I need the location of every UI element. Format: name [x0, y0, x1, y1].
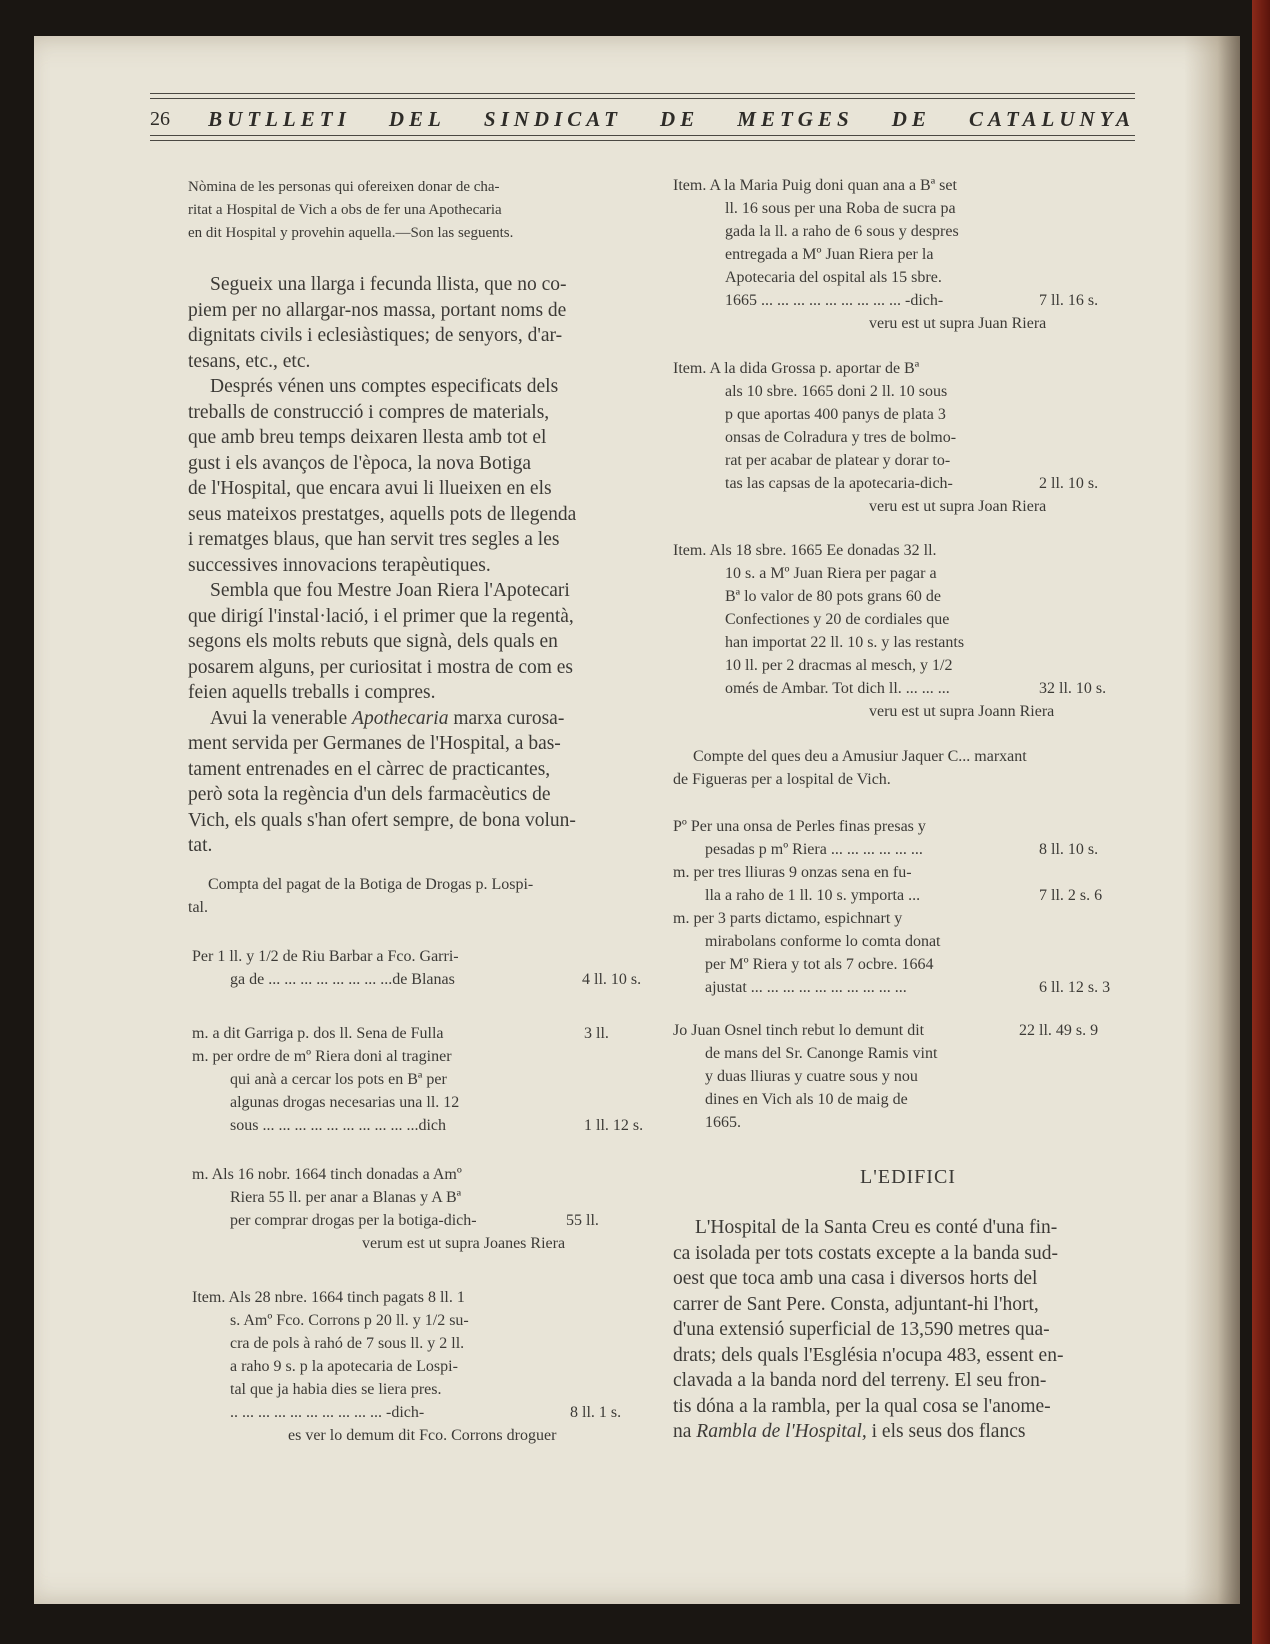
entry-line: qui anà a cercar los pots en Bª per	[230, 1071, 447, 1088]
signature-line: es ver lo demum dit Fco. Corrons droguer	[288, 1427, 557, 1444]
edifici-paragraph	[673, 1215, 1143, 1445]
text-line: piem per no allargar-nos massa, portant noms de	[188, 299, 567, 321]
text-line: Sembla que fou Mestre Joan Riera l'Apotecari	[210, 580, 570, 601]
text-line: tat.	[188, 835, 213, 856]
entry-line: als 10 sbre. 1665 doni 2 ll. 10 sous	[725, 383, 948, 400]
binding-strip	[1252, 0, 1270, 1644]
entry-line: 10 s. a Mº Juan Riera per pagar a	[725, 565, 937, 582]
signature-line: veru est ut supra Juan Riera	[869, 315, 1047, 332]
text-span: Avui la venerable	[210, 707, 353, 729]
entry-line: s. Amº Fco. Corrons p 20 ll. y 1/2 su-	[230, 1312, 469, 1329]
entry-line: de mans del Sr. Canonge Ramis vint	[705, 1045, 938, 1062]
entry-line: a raho 9 s. p la apotecaria de Lospi-	[230, 1358, 458, 1375]
entry-line: mirabolans conforme lo comta donat	[705, 933, 941, 950]
header-word: BUTLLETI	[208, 106, 351, 131]
entry-line: m. Als 16 nobr. 1664 tinch donadas a Amº	[192, 1166, 462, 1183]
header-word: METGES	[737, 106, 854, 131]
ledger-entry	[192, 1045, 652, 1137]
ledger-entry	[192, 945, 652, 991]
entry-line: m. per 3 parts dictamo, espichnart y	[673, 910, 903, 927]
entry-line: algunas drogas necesarias una ll. 12	[230, 1094, 460, 1111]
entry-line: rat per acabar de platear y dorar to-	[725, 452, 951, 469]
ledger-entry	[192, 1163, 652, 1255]
text-span: i els seus dos flancs	[866, 1421, 1026, 1442]
entry-line: per Mº Riera y tot als 7 ocbre. 1664	[705, 956, 934, 973]
text-line: tesans, etc., etc.	[188, 350, 311, 372]
entry-line: tal que ja habia dies se liera pres.	[230, 1381, 442, 1398]
text-line: de l'Hospital, que encara avui li llueixen en els	[188, 478, 552, 499]
text-line: ritat a Hospital de Vich a obs de fer una Apothecaria	[188, 202, 502, 218]
running-header	[150, 63, 1135, 133]
entry-line: m. per ordre de mº Riera doni al traginer	[192, 1048, 452, 1065]
entry-line: Item. A la Maria Puig doni quan ana a Bª set	[673, 177, 957, 194]
text-line: de Figueras per a lospital de Vich.	[673, 771, 891, 788]
header-rule-bottom-2	[150, 140, 1135, 141]
text-line	[188, 706, 646, 732]
ledger-entry	[673, 174, 1143, 335]
entry-line: lla a raho de 1 ll. 10 s. ymporta ...	[705, 887, 921, 904]
ledger-entry	[673, 815, 1143, 861]
entry-line: .. ... ... ... ... ... ... ... ... ... -dich-	[230, 1404, 425, 1421]
entry-line: omés de Ambar. Tot dich ll. ... ... ...	[725, 680, 950, 697]
text-line: oest que toca amb una casa i diversos horts del	[673, 1268, 1038, 1289]
entry-line: Pº Per una onsa de Perles finas presas y	[673, 818, 926, 835]
header-word: CATALUNYA	[969, 106, 1135, 131]
ledger-entry	[673, 357, 1143, 518]
ledger-entry	[192, 1286, 652, 1447]
header-word: DEL	[388, 106, 446, 131]
entry-line: 10 ll. per 2 dracmas al mesch, y 1/2	[725, 657, 953, 674]
entry-line: Per 1 ll. y 1/2 de Riu Barbar a Fco. Garri-	[192, 948, 459, 965]
text-span: na	[673, 1421, 697, 1442]
entry-amount: 22 ll. 49 s. 9	[1019, 1022, 1099, 1039]
entry-amount: 6 ll. 12 s. 3	[1039, 979, 1111, 996]
text-line: però sota la regència d'un dels farmacèutics de	[188, 784, 551, 805]
text-span: marxa curosa-	[448, 707, 565, 729]
entry-line: ll. 16 sous per una Roba de sucra pa	[725, 200, 956, 217]
text-line: que dirigí l'instal·lació, i el primer que la regentà,	[188, 605, 574, 627]
entry-line: onsas de Colradura y tres de bolmo-	[725, 429, 957, 446]
signature-line: verum est ut supra Joanes Riera	[362, 1235, 566, 1252]
entry-amount: 7 ll. 16 s.	[1039, 292, 1099, 309]
ledger-entry	[673, 907, 1143, 999]
signature-line: veru est ut supra Joan Riera	[869, 498, 1047, 515]
entry-amount: 55 ll.	[566, 1212, 599, 1229]
text-line: i rematges blaus, que han servit tres segles a les	[188, 529, 560, 550]
text-line: en dit Hospital y provehin aquella.—Son las seguents.	[188, 225, 514, 241]
text-line: tal.	[188, 899, 208, 916]
entry-amount: 1 ll. 12 s.	[584, 1117, 644, 1134]
text-line: gust i els avanços de l'època, la nova Botiga	[188, 452, 532, 474]
entry-line: per comprar drogas per la botiga-dich-	[230, 1212, 477, 1229]
text-line: Després vénen uns comptes especificats dels	[210, 376, 559, 397]
entry-line: Bª lo valor de 80 pots grans 60 de	[725, 588, 941, 605]
entry-amount: 8 ll. 10 s.	[1039, 841, 1099, 858]
text-line: Segueix una llarga i fecunda llista, que no co-	[210, 274, 567, 295]
header-title	[150, 105, 1135, 133]
text-line: drats; dels quals l'Església n'ocupa 483, essent en-	[673, 1344, 1064, 1366]
header-rule-bottom	[150, 135, 1135, 136]
text-line	[673, 1419, 1143, 1445]
entry-line: gada la ll. a raho de 6 sous y despres	[725, 223, 959, 240]
nomina-paragraph	[188, 176, 646, 245]
text-line: successives innovacions terapèutiques.	[188, 554, 491, 576]
text-line: que amb breu temps deixaren llesta amb tot el	[188, 427, 547, 448]
text-line: dignitats civils i eclesiàstiques; de senyors, d'ar-	[188, 325, 563, 346]
entry-line: Confectiones y 20 de cordiales que	[725, 611, 950, 628]
entry-line: m. per tres lliuras 9 onzas sena en fu-	[673, 864, 912, 881]
entry-line: 1665.	[705, 1114, 741, 1131]
entry-line: ajustat ... ... ... ... ... ... ... ... ... ...	[705, 979, 907, 996]
entry-amount: 32 ll. 10 s.	[1039, 680, 1107, 697]
text-line: seus mateixos prestatges, aquells pots de llegenda	[188, 503, 577, 525]
text-line: tis dóna a la rambla, per la qual cosa se l'anome-	[673, 1395, 1051, 1417]
text-line: ment servida per Germanes de l'Hospital, a bas-	[188, 733, 561, 754]
entry-line: Riera 55 ll. per anar a Blanas y A Bª	[230, 1189, 462, 1206]
entry-line: ga de ... ... ... ... ... ... ... ...de Blanas	[230, 971, 455, 988]
entry-line: pesadas p mº Riera ... ... ... ... ... ...	[705, 841, 923, 858]
header-word: DE	[891, 106, 931, 131]
italic-term: Apothecaria	[352, 707, 449, 729]
receipt-entry	[673, 1019, 1143, 1134]
text-line: Compta del pagat de la Botiga de Drogas p. Lospi-	[208, 876, 534, 893]
entry-line: sous ... ... ... ... ... ... ... ... ... ...dich	[230, 1117, 446, 1134]
entry-line: y duas lliuras y cuatre sous y nou	[705, 1068, 918, 1085]
entry-line: Item. Als 28 nbre. 1664 tinch pagats 8 ll. 1	[192, 1289, 465, 1306]
entry-line: Item. Als 18 sbre. 1665 Ee donadas 32 ll.	[673, 542, 937, 559]
entry-line: Item. A la dida Grossa p. aportar de Bª	[673, 360, 920, 377]
text-line: segons els molts rebuts que signà, dels quals en	[188, 631, 558, 652]
text-line: Compte del ques deu a Amusiur Jaquer C... marxant	[693, 748, 1027, 765]
ledger-entry	[192, 1022, 652, 1045]
text-line: d'una extensió superficial de 13,590 metres qua-	[673, 1319, 1050, 1340]
italic-term: Rambla de l'Hospital,	[696, 1421, 867, 1442]
header-word: DE	[660, 106, 700, 131]
header-rule-top-2	[150, 98, 1135, 99]
header-word: SINDICAT	[483, 106, 622, 131]
text-line: L'Hospital de la Santa Creu es conté d'una fin-	[695, 1217, 1058, 1238]
entry-line: cra de pols à rahó de 7 sous ll. y 2 ll.	[230, 1335, 465, 1352]
entry-line: entregada a Mº Juan Riera per la	[725, 246, 934, 263]
entry-line: han importat 22 ll. 10 s. y las restants	[725, 634, 965, 651]
text-line: Nòmina de les personas qui ofereixen donar de cha-	[188, 179, 500, 195]
page-spine-shadow	[1184, 36, 1240, 1604]
page-number: 26	[150, 107, 170, 130]
header-rule-top	[150, 93, 1135, 94]
entry-line: Jo Juan Osnel tinch rebut lo demunt dit	[673, 1022, 925, 1039]
compte-heading	[673, 745, 1143, 791]
ledger-entry	[673, 861, 1143, 907]
text-line: ca isolada per tots costats excepte a la banda sud-	[673, 1242, 1058, 1264]
signature-line: veru est ut supra Joann Riera	[869, 703, 1055, 720]
entry-line: Apotecaria del ospital als 15 sbre.	[725, 269, 942, 286]
entry-amount: 2 ll. 10 s.	[1039, 475, 1099, 492]
entry-amount: 3 ll.	[584, 1025, 609, 1042]
text-line: carrer de Sant Pere. Consta, adjuntant-hi l'hort,	[673, 1293, 1039, 1315]
entry-line: m. a dit Garriga p. dos ll. Sena de Fulla	[192, 1025, 444, 1042]
text-line: tament entrenades en el càrrec de practicantes,	[188, 758, 551, 780]
entry-line: 1665 ... ... ... ... ... ... ... ... ... -dich-	[725, 292, 944, 309]
entry-amount: 4 ll. 10 s.	[582, 971, 642, 988]
text-line: posarem alguns, per curiositat i mostra de com es	[188, 656, 574, 678]
compta-heading	[188, 873, 646, 919]
entry-amount: 8 ll. 1 s.	[570, 1404, 622, 1421]
ledger-entry	[673, 539, 1143, 723]
left-body-text	[188, 272, 646, 859]
text-line: feien aquells treballs i compres.	[188, 682, 436, 703]
entry-line: p que aportas 400 panys de plata 3	[725, 406, 946, 423]
text-line: treballs de construcció i compres de materials,	[188, 401, 550, 423]
text-line: clavada a la banda nord del terreny. El seu fron-	[673, 1370, 1047, 1391]
entry-amount: 7 ll. 2 s. 6	[1039, 887, 1103, 904]
entry-line: dines en Vich als 10 de maig de	[705, 1091, 908, 1108]
section-title: L'EDIFICI	[860, 1166, 956, 1188]
entry-line: tas las capsas de la apotecaria-dich-	[725, 475, 953, 492]
text-line: Vich, els quals s'han ofert sempre, de bona volun-	[188, 809, 576, 831]
